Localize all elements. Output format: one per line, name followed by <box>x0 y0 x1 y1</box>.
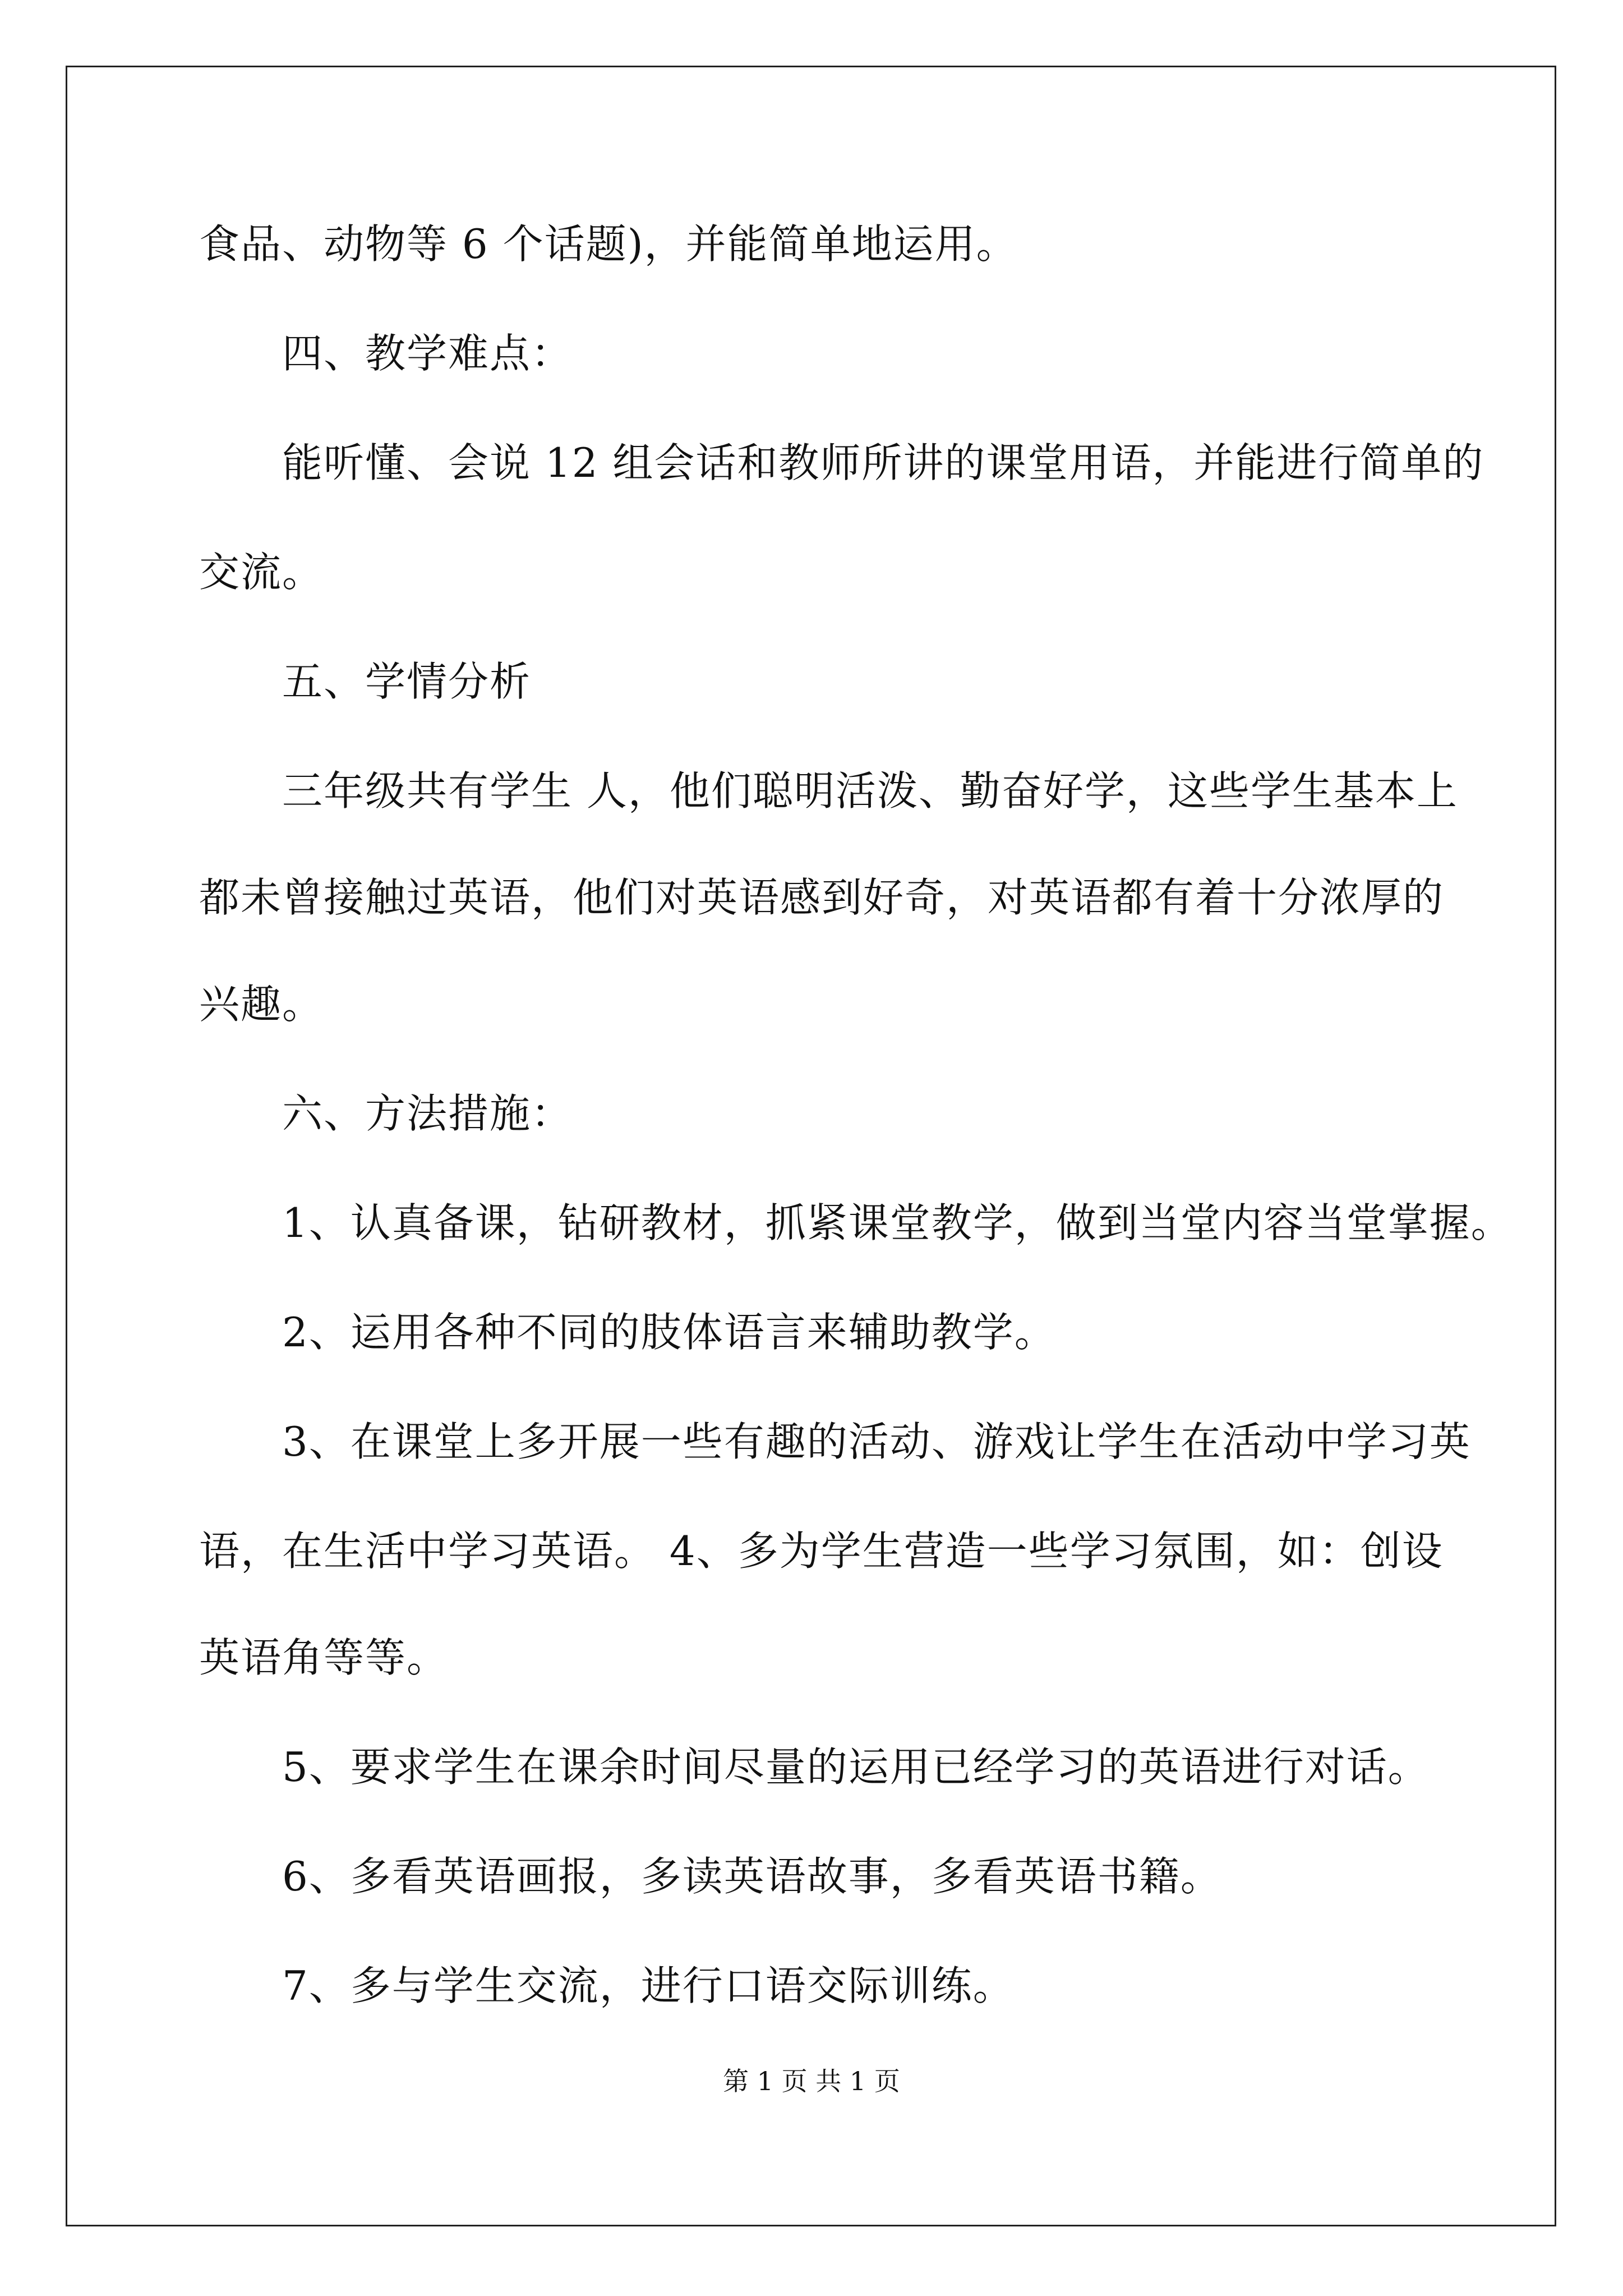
text-line-13: 语，在生活中学习英语。 4、多为学生营造一些学习氛围，如：创设 <box>199 1527 1444 1575</box>
list-item-7: 7、多与学生交流，进行口语交际训练。 <box>282 1962 1015 2009</box>
list-item-1: 1、认真备课，钻研教材，抓紧课堂教学，做到当堂内容当堂掌握。 <box>282 1199 1513 1246</box>
text-line-4: 交流。 <box>199 549 324 596</box>
heading-student-analysis: 五、学情分析 <box>282 658 532 705</box>
heading-methods: 六、方法措施： <box>282 1090 573 1137</box>
list-item-6: 6、多看英语画报，多读英语故事，多看英语书籍。 <box>282 1853 1222 1900</box>
text-line-6: 三年级共有学生 人，他们聪明活泼、勤奋好学，这些学生基本上 <box>282 767 1458 815</box>
list-item-2: 2、运用各种不同的肢体语言来辅助教学。 <box>282 1309 1056 1356</box>
text-line-1: 食品、动物等 6 个话题)，并能简单地运用。 <box>199 220 1018 268</box>
heading-teaching-difficulties: 四、教学难点： <box>282 330 573 377</box>
list-item-5: 5、要求学生在课余时间尽量的运用已经学习的英语进行对话。 <box>282 1743 1430 1791</box>
page-number-footer: 第 1 页 共 1 页 <box>723 2066 900 2096</box>
text-line-8: 兴趣。 <box>199 981 324 1028</box>
text-line-3: 能听懂、会说 12 组会话和教师所讲的课堂用语，并能进行简单的 <box>282 439 1484 486</box>
text-line-7: 都未曾接触过英语，他们对英语感到好奇，对英语都有着十分浓厚的 <box>199 874 1445 921</box>
text-line-14: 英语角等等。 <box>199 1634 449 1681</box>
list-item-3: 3、在课堂上多开展一些有趣的活动、游戏让学生在活动中学习英 <box>282 1418 1471 1465</box>
